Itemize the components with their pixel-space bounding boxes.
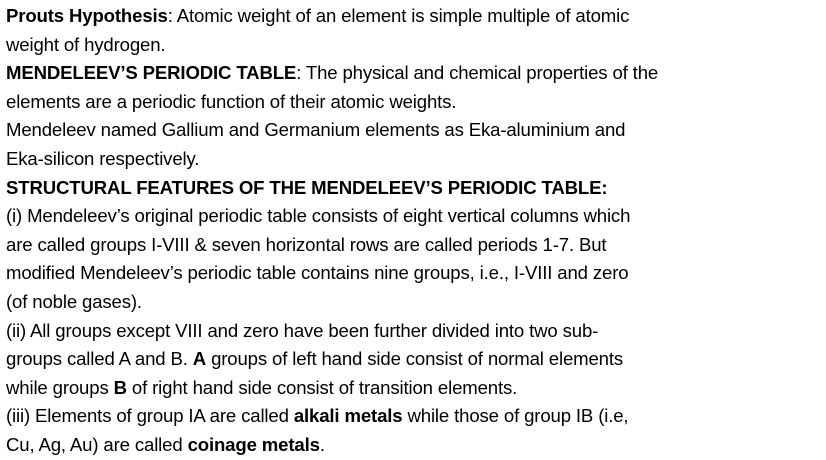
prouts-hypothesis-heading: Prouts Hypothesis xyxy=(6,5,168,26)
bold-span: A xyxy=(192,348,207,370)
mendeleev-table-heading: MENDELEEV’S PERIODIC TABLE xyxy=(6,62,297,84)
text-span: Eka-silicon respectively. xyxy=(6,147,200,169)
text-span: while groups xyxy=(6,376,114,398)
text-line xyxy=(6,402,826,431)
text-span: are called groups I-VIII & seven horizontal rows are called periods 1-7. But xyxy=(6,233,607,255)
text-line xyxy=(6,345,826,374)
text-line xyxy=(6,31,826,60)
mendeleev-table-text: : The physical and chemical properties of the xyxy=(296,62,659,84)
text-span: Mendeleev named Gallium and Germanium elements as Eka-aluminium and xyxy=(6,119,626,141)
text-line xyxy=(6,202,826,231)
text-span: groups called A and B. xyxy=(6,348,193,370)
text-line xyxy=(6,374,826,403)
text-line xyxy=(6,431,826,460)
text-line xyxy=(6,317,826,346)
bold-span: alkali metals xyxy=(293,405,403,427)
text-span: modified Mendeleev’s periodic table contains nine groups, i.e., I-VIII and zero xyxy=(6,262,629,284)
text-span: (iii) Elements of group IA are called xyxy=(6,405,294,427)
text-span: . xyxy=(319,433,325,455)
text-span: (i) Mendeleev’s original periodic table consists of eight vertical columns which xyxy=(6,205,631,227)
text-span: of right hand side consist of transition elements. xyxy=(126,376,518,398)
text-span: (ii) All groups except VIII and zero have been further divided into two sub- xyxy=(6,319,599,341)
text-line xyxy=(6,145,826,174)
structural-features-heading: STRUCTURAL FEATURES OF THE MENDELEEV’S PERIODIC TABLE: xyxy=(6,176,608,198)
text-line xyxy=(6,231,826,260)
structural-features-heading-line xyxy=(6,174,826,203)
bold-span: B xyxy=(113,376,127,398)
text-line xyxy=(6,88,826,117)
text-span: elements are a periodic function of their atomic weights. xyxy=(6,90,457,112)
prouts-hypothesis-line xyxy=(6,2,826,31)
text-line xyxy=(6,116,826,145)
bold-span: coinage metals xyxy=(187,433,320,455)
text-span: (of noble gases). xyxy=(6,290,142,312)
text-span: while those of group IB (i.e, xyxy=(402,405,629,427)
text-line xyxy=(6,288,826,317)
text-span: groups of left hand side consist of normal elements xyxy=(206,348,624,370)
text-line xyxy=(6,259,826,288)
text-span: Cu, Ag, Au) are called xyxy=(6,433,188,455)
mendeleev-table-line xyxy=(6,59,826,88)
prouts-hypothesis-text: : Atomic weight of an element is simple multiple of atomic xyxy=(167,5,630,26)
text-span: weight of hydrogen. xyxy=(6,33,166,55)
